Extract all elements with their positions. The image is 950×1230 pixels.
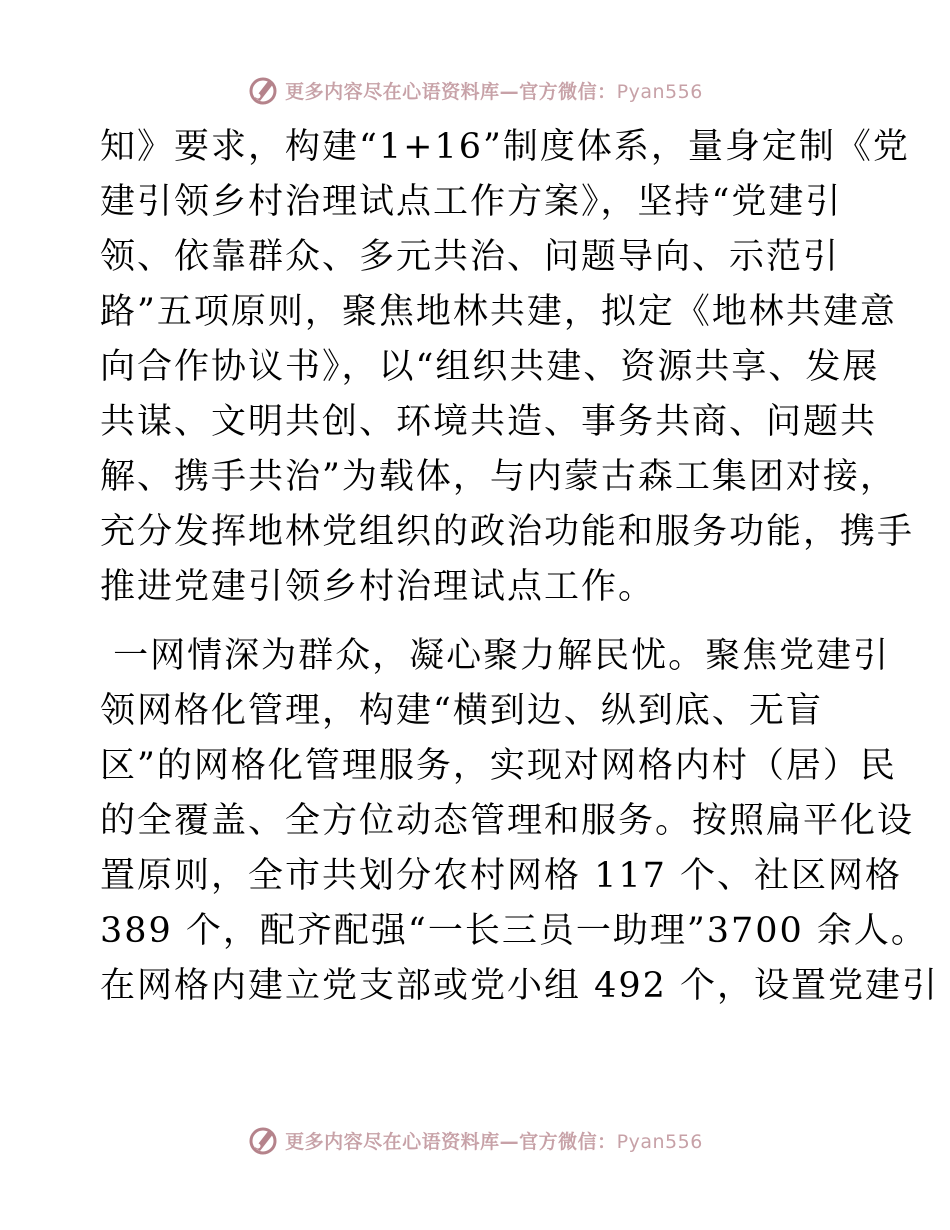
paragraph-line: 389 个，配齐配强“一长三员一助理”3700 余人。 [100,911,928,951]
paragraph-line: 充分发挥地林党组织的政治功能和服务功能，携手 [100,512,915,552]
paragraph-2 [100,629,940,1014]
pen-logo-icon [247,74,279,106]
header-watermark-text [285,77,703,104]
paragraph-line: 一网情深为群众，凝心聚力解民忧。聚焦党建引 [100,636,891,676]
document-body [100,120,940,1014]
paragraph-line: 解、携手共治”为载体，与内蒙古森工集团对接， [100,457,897,497]
paragraph-line: 领网格化管理，构建“横到边、纵到底、无盲 [100,691,823,731]
paragraph-line: 在网格内建立党支部或党小组 492 个，设置党建引 [100,966,940,1006]
paragraph-1 [100,120,915,615]
paragraph-line: 共谋、文明共创、环境共造、事务共商、问题共 [100,402,878,442]
footer-watermark-cn: 更多内容尽在心语资料库—官方微信： [285,1130,617,1153]
footer-watermark-en: Pyan556 [616,1130,703,1153]
paragraph-line: 推进党建引领乡村治理试点工作。 [100,567,656,607]
footer-watermark [0,1120,950,1160]
paragraph-line: 建引领乡村治理试点工作方案》，坚持“党建引 [100,182,843,222]
paragraph-line: 区”的网格化管理服务，实现对网格内村（居）民 [100,746,897,786]
paragraph-line: 路”五项原则，聚焦地林共建，拟定《地林共建意 [100,292,897,332]
paragraph-line: 知》要求，构建“1+16”制度体系，量身定制《党 [100,127,910,167]
paragraph-line: 置原则，全市共划分农村网格 117 个、社区网格 [100,856,903,896]
header-watermark [0,70,950,110]
pen-logo-icon [247,1124,279,1156]
header-watermark-cn: 更多内容尽在心语资料库—官方微信： [285,80,617,103]
footer-watermark-text [285,1127,703,1154]
header-watermark-en: Pyan556 [616,80,703,103]
paragraph-line: 的全覆盖、全方位动态管理和服务。按照扁平化设 [100,801,915,841]
paragraph-line: 领、依靠群众、多元共治、问题导向、示范引 [100,237,841,277]
paragraph-line: 向合作协议书》，以“组织共建、资源共享、发展 [100,347,880,387]
